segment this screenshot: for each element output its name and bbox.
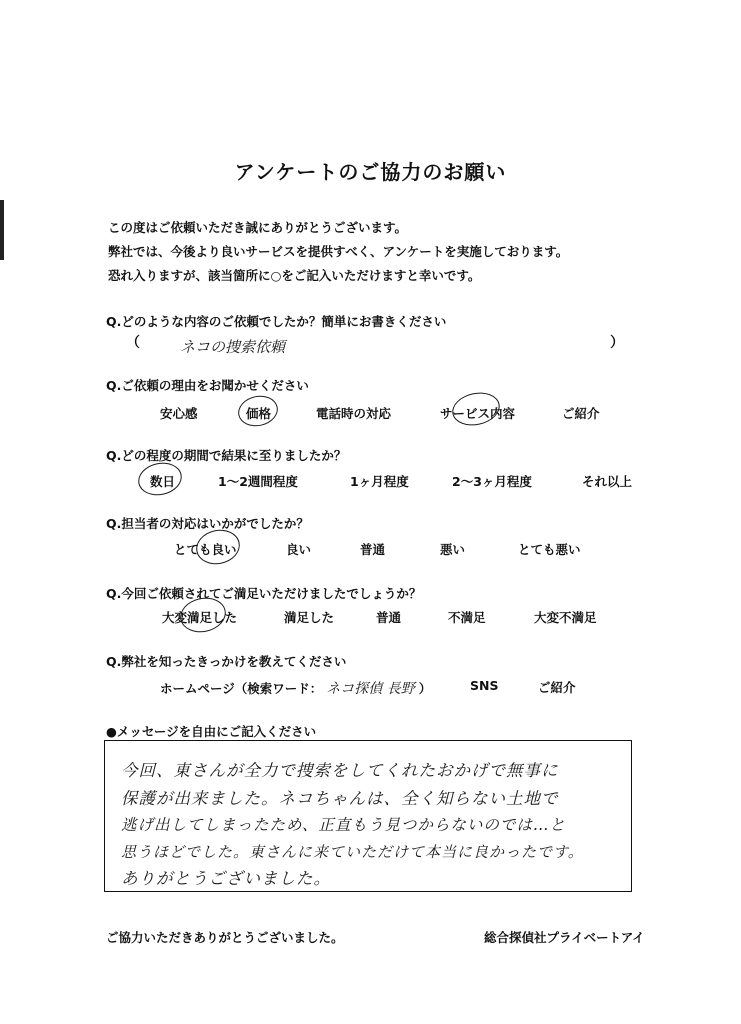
q5-option-unsatisfied[interactable]: 不満足 [448, 610, 486, 625]
q6-homepage-suffix: ） [418, 681, 432, 696]
message-line-2: 保護が出来ました。ネコちゃんは、全く知らない土地で [121, 789, 559, 808]
q4-option-average[interactable]: 普通 [360, 542, 386, 557]
q3-option-1-month[interactable]: 1ヶ月程度 [350, 474, 409, 489]
q4-option-very-bad[interactable]: とても悪い [518, 542, 581, 557]
q2-option-referral[interactable]: ご紹介 [562, 406, 600, 421]
q1-question: Q.どのような内容のご依頼でしたか？簡単にお書きください [106, 314, 447, 329]
footer-company-name: 総合探偵社プライベートアイ [484, 930, 645, 945]
q3-question: Q.どの程度の期間で結果に至りましたか？ [106, 448, 347, 463]
q1-close-paren: ） [610, 335, 624, 351]
message-line-3: 逃げ出してしまったため、正直もう見つからないのでは…と [121, 816, 566, 834]
intro-line-1: この度はご依頼いただき誠にありがとうございます。 [108, 220, 408, 235]
q6-option-sns[interactable]: SNS [470, 678, 499, 693]
scan-edge-mark [0, 200, 4, 260]
q2-option-phone-response[interactable]: 電話時の対応 [316, 406, 392, 421]
q6-option-referral[interactable]: ご紹介 [538, 680, 576, 695]
q2-option-service-content[interactable]: サービス内容 [440, 406, 516, 421]
q4-very-good-circle-mark [193, 526, 243, 568]
q3-option-longer[interactable]: それ以上 [582, 474, 633, 489]
q5-option-average[interactable]: 普通 [376, 610, 402, 625]
q5-option-very-unsatisfied[interactable]: 大変不満足 [534, 610, 597, 625]
q2-question: Q.ご依頼の理由をお聞かせください [106, 378, 309, 393]
q3-option-2-3-months[interactable]: 2～3ヶ月程度 [452, 474, 532, 489]
q5-option-very-satisfied[interactable]: 大変満足した [162, 610, 238, 625]
q4-option-bad[interactable]: 悪い [440, 542, 466, 557]
survey-title: アンケートのご協力のお願い [234, 160, 507, 184]
q4-option-very-good[interactable]: とても良い [174, 542, 237, 557]
message-line-4: 思うほどでした。東さんに来ていただけて本当に良かったです。 [121, 843, 584, 861]
q3-few-days-circle-mark [135, 459, 185, 499]
q6-search-keyword-handwritten[interactable]: ネコ探偵 長野 [326, 681, 415, 697]
q5-option-satisfied[interactable]: 満足した [284, 610, 335, 625]
q2-option-price[interactable]: 価格 [246, 406, 272, 421]
intro-line-2: 弊社では、今後より良いサービスを提供すべく、アンケートを実施しております。 [108, 244, 569, 259]
message-line-1: 今回、東さんが全力で捜索をしてくれたおかげで無事に [121, 761, 559, 780]
q6-option-homepage[interactable] [160, 678, 431, 698]
message-heading: ●メッセージを自由にご記入ください [106, 724, 317, 739]
q4-option-good[interactable]: 良い [286, 542, 312, 557]
q3-option-1-2-weeks[interactable]: 1～2週間程度 [218, 474, 298, 489]
q6-homepage-prefix: ホームページ（検索ワード： [160, 681, 323, 696]
message-line-5: ありがとうございました。 [121, 869, 331, 888]
q1-open-paren: （ [126, 335, 140, 351]
q3-option-few-days[interactable]: 数日 [150, 474, 176, 489]
q6-question: Q.弊社を知ったきっかけを教えてください [106, 654, 347, 669]
intro-line-3: 恐れ入りますが、該当箇所に○をご記入いただけますと幸いです。 [108, 268, 481, 283]
q2-service-circle-mark [449, 388, 503, 429]
q2-option-anshinkan[interactable]: 安心感 [160, 406, 198, 421]
footer-thanks: ご協力いただきありがとうございました。 [106, 930, 344, 945]
q4-question: Q.担当者の対応はいかがでしたか？ [106, 516, 309, 531]
q1-answer-handwritten[interactable]: ネコの捜索依頼 [180, 338, 286, 356]
q5-question: Q.今回ご依頼されてご満足いただけましたでしょうか？ [106, 586, 422, 601]
q2-price-circle-mark [235, 392, 280, 430]
message-box[interactable] [104, 740, 632, 892]
